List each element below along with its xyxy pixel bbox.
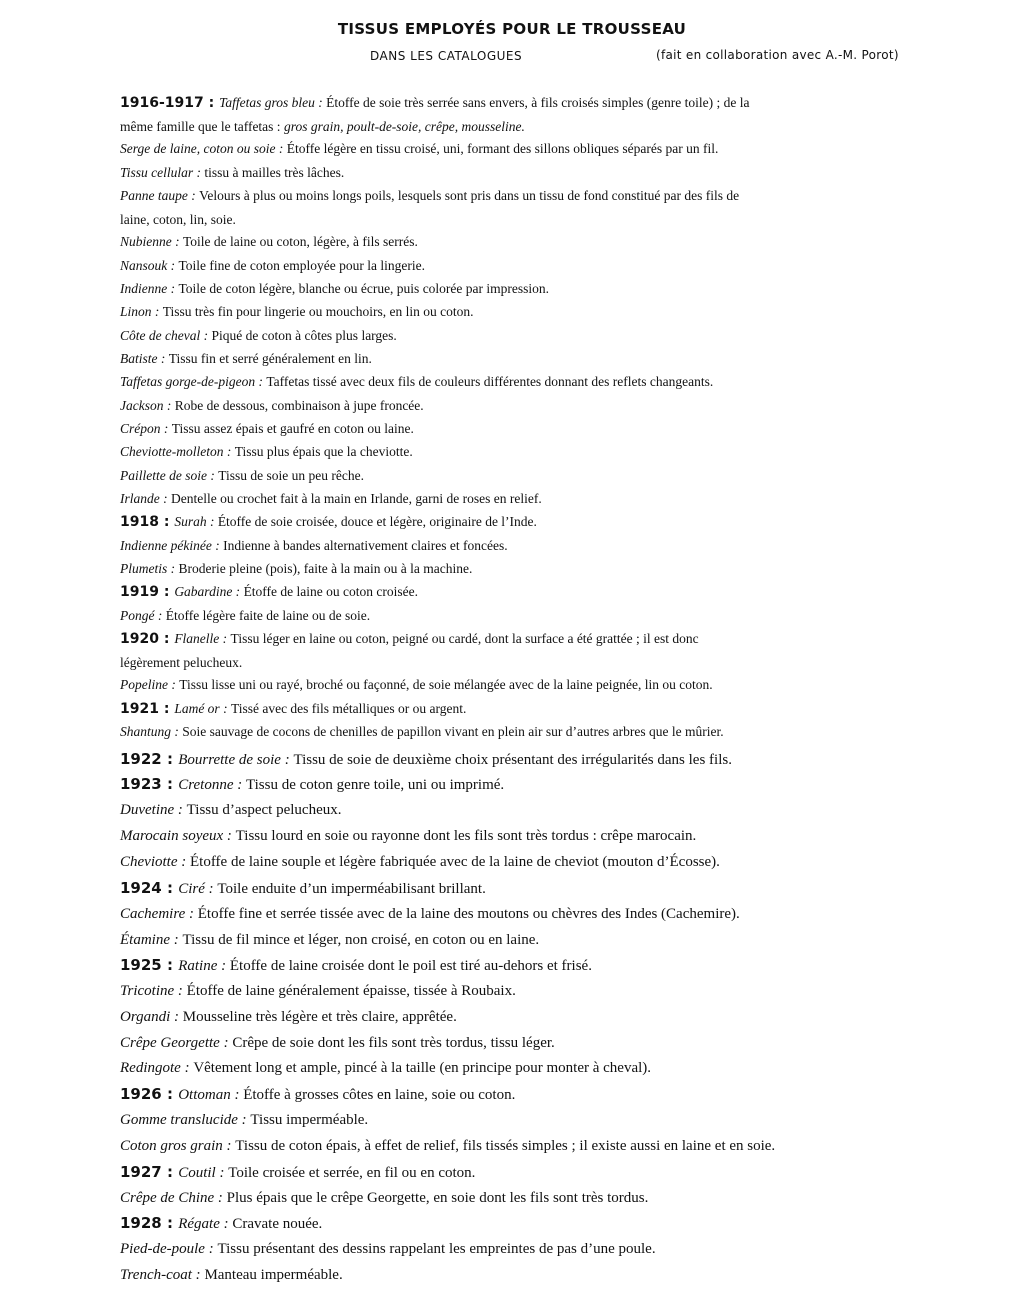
entry-term: Coton gros grain : — [120, 1138, 236, 1154]
entry-definition: Crêpe de soie dont les fils sont très tordus, tissu léger. — [232, 1035, 555, 1051]
entry-term: Indienne : — [120, 281, 179, 296]
entry-year: 1922 : — [120, 750, 179, 768]
glossary-entry — [120, 772, 880, 798]
glossary-entry — [120, 627, 880, 675]
glossary-entry — [120, 1005, 880, 1030]
entry-definition: Étoffe à grosses côtes en laine, soie ou coton. — [243, 1087, 516, 1103]
entry-definition: Tissu assez épais et gaufré en coton ou laine. — [171, 421, 414, 436]
entry-definition-continued: laine, coton, lin, soie. — [120, 212, 236, 227]
entry-year: 1920 : — [120, 631, 175, 647]
entry-definition: Toile croisée et serrée, en fil ou en coton. — [228, 1165, 476, 1181]
glossary-entry — [120, 1160, 880, 1186]
entry-definition: Tissu de coton genre toile, uni ou imprimé. — [245, 777, 505, 793]
entry-definition: Tissu imperméable. — [250, 1112, 369, 1128]
entry-term: Redingote : — [120, 1060, 194, 1076]
glossary-entry — [120, 824, 880, 849]
glossary-entry — [120, 277, 880, 301]
glossary-entry — [120, 1108, 880, 1133]
entry-term: Crépon : — [120, 421, 172, 436]
glossary-entry — [120, 487, 880, 511]
glossary-entry — [120, 184, 880, 232]
entry-term: Taffetas gorge-de-pigeon : — [120, 374, 267, 389]
entry-definition-continued: même famille que le taffetas : — [120, 119, 284, 134]
entry-year: 1926 : — [120, 1085, 179, 1103]
entry-definition: Mousseline très légère et très claire, apprêtée. — [182, 1009, 457, 1025]
entry-definition: Tissu lourd en soie ou rayonne dont les fils sont très tordus : crêpe marocain. — [235, 828, 697, 844]
entry-term: Crêpe de Chine : — [120, 1190, 227, 1206]
entry-definition: Tissu de soie un peu rêche. — [218, 468, 364, 483]
entry-term: Crêpe Georgette : — [120, 1035, 233, 1051]
entry-year: 1925 : — [120, 956, 179, 974]
entry-definition: Manteau imperméable. — [204, 1267, 343, 1283]
entry-definition: Tissu plus épais que la cheviotte. — [234, 444, 413, 459]
glossary-entry — [120, 1237, 880, 1262]
entry-year: 1918 : — [120, 514, 175, 530]
glossary-entry — [120, 347, 880, 371]
entry-term: Linon : — [120, 304, 163, 319]
glossary-entry — [120, 876, 880, 902]
entry-year: 1921 : — [120, 701, 175, 717]
glossary-entry — [120, 370, 880, 394]
glossary-entry — [120, 137, 880, 161]
entry-term: Trench-coat : — [120, 1267, 205, 1283]
glossary-entry — [120, 394, 880, 418]
entry-year: 1927 : — [120, 1163, 179, 1181]
entry-term: Nubienne : — [120, 234, 183, 249]
entry-term: Coutil : — [178, 1165, 229, 1181]
entry-term: Panne taupe : — [120, 188, 200, 203]
entry-definition: Vêtement long et ample, pincé à la taille (en principe pour monter à cheval). — [193, 1060, 652, 1076]
entry-definition: Étoffe de laine ou coton croisée. — [243, 584, 418, 599]
page-subtitle: DANS LES CATALOGUES — [370, 49, 523, 63]
entry-term: Duvetine : — [120, 802, 187, 818]
entry-definition: Étoffe légère en tissu croisé, uni, formant des sillons obliques séparés par un fil. — [286, 141, 719, 156]
entry-term: Organdi : — [120, 1009, 183, 1025]
entry-definition: Tissu fin et serré généralement en lin. — [168, 351, 372, 366]
entry-term: Cachemire : — [120, 906, 198, 922]
glossary-entry — [120, 580, 880, 604]
entry-definition: Plus épais que le crêpe Georgette, en soie dont les fils sont très tordus. — [226, 1190, 649, 1206]
entry-term: Régate : — [178, 1216, 233, 1232]
entry-term: Gabardine : — [174, 584, 244, 599]
entry-definition: Tissé avec des fils métalliques or ou argent. — [230, 701, 467, 716]
entry-definition: Toile enduite d’un imperméabilisant brillant. — [217, 881, 486, 897]
entry-definition: Soie sauvage de cocons de chenilles de papillon vivant en plein air sur d’autres arbres que le mûrier. — [182, 724, 724, 739]
entry-definition: Taffetas tissé avec deux fils de couleurs différentes donnant des reflets changeants. — [266, 374, 714, 389]
entry-term: Lamé or : — [174, 701, 231, 716]
entry-definition: Dentelle ou crochet fait à la main en Irlande, garni de roses en relief. — [171, 491, 542, 506]
entry-term: Étamine : — [120, 932, 183, 948]
entry-definition: Tissu léger en laine ou coton, peigné ou cardé, dont la surface a été grattée ; il est donc — [230, 631, 699, 646]
glossary-entry — [120, 324, 880, 348]
entry-definition: Étoffe de laine généralement épaisse, tissée à Roubaix. — [186, 983, 516, 999]
entry-definition: Toile de coton légère, blanche ou écrue, puis colorée par impression. — [178, 281, 550, 296]
entry-year: 1924 : — [120, 879, 179, 897]
glossary-entry — [120, 254, 880, 278]
entry-term: Shantung : — [120, 724, 183, 739]
entry-term: Irlande : — [120, 491, 171, 506]
entry-term: Batiste : — [120, 351, 169, 366]
glossary-entry — [120, 1211, 880, 1237]
entry-term: Ratine : — [178, 958, 230, 974]
entry-definition: Indienne à bandes alternativement claires et foncées. — [223, 538, 508, 553]
entry-term: Serge de laine, coton ou soie : — [120, 141, 287, 156]
entry-definition: Tissu d’aspect pelucheux. — [186, 802, 342, 818]
glossary-entry — [120, 1186, 880, 1211]
glossary-entry — [120, 534, 880, 558]
glossary-entry — [120, 300, 880, 324]
entry-definition: Toile fine de coton employée pour la lingerie. — [178, 258, 425, 273]
entry-year: 1919 : — [120, 584, 175, 600]
glossary-entry — [120, 720, 880, 744]
glossary-entry — [120, 1056, 880, 1081]
entry-year: 1916-1917 : — [120, 95, 220, 111]
glossary-entry — [120, 902, 880, 927]
entry-definition: Tissu lisse uni ou rayé, broché ou façonné, de soie mélangée avec de la laine peignée, lin ou coton. — [179, 677, 713, 692]
entry-term: Pongé : — [120, 608, 166, 623]
entry-definition: Tissu de soie de deuxième choix présentant des irrégularités dans les fils. — [293, 752, 732, 768]
glossary-entry — [120, 557, 880, 581]
entry-year: 1928 : — [120, 1214, 179, 1232]
glossary-entry — [120, 953, 880, 979]
entry-definition: tissu à mailles très lâches. — [204, 165, 345, 180]
glossary-entry — [120, 417, 880, 441]
page-title: TISSUS EMPLOYÉS POUR LE TROUSSEAU — [337, 20, 687, 38]
entry-definition: Broderie pleine (pois), faite à la main ou à la machine. — [178, 561, 473, 576]
entry-term: Jackson : — [120, 398, 175, 413]
entry-definition: Velours à plus ou moins longs poils, lesquels sont pris dans un tissu de fond constitué par des fils de — [199, 188, 740, 203]
entry-term: Cretonne : — [178, 777, 246, 793]
entry-term: Plumetis : — [120, 561, 179, 576]
entry-definition: Étoffe de laine croisée dont le poil est tiré au-dehors et frisé. — [229, 958, 592, 974]
glossary-entry — [120, 604, 880, 628]
entry-term: Gomme translucide : — [120, 1112, 251, 1128]
entry-definition: Tissu très fin pour lingerie ou mouchoirs, en lin ou coton. — [162, 304, 474, 319]
entry-definition: Étoffe fine et serrée tissée avec de la laine des moutons ou chèvres des Indes (Cachemire). — [197, 906, 740, 922]
entry-term: Pied-de-poule : — [120, 1241, 218, 1257]
glossary-entry — [120, 1263, 880, 1288]
entry-definition: Piqué de coton à côtes plus larges. — [211, 328, 397, 343]
glossary-entry — [120, 91, 880, 139]
entry-term: Marocain soyeux : — [120, 828, 236, 844]
entry-term: Tricotine : — [120, 983, 187, 999]
entry-definition: Tissu présentant des dessins rappelant les empreintes de pas d’une poule. — [217, 1241, 656, 1257]
entry-term: Flanelle : — [174, 631, 231, 646]
entry-term: Cheviotte : — [120, 854, 190, 870]
entry-term: Cheviotte-molleton : — [120, 444, 235, 459]
entry-term: Popeline : — [120, 677, 180, 692]
entry-term: Côte de cheval : — [120, 328, 212, 343]
glossary-entry — [120, 928, 880, 953]
entry-definition: Étoffe légère faite de laine ou de soie. — [165, 608, 371, 623]
entry-term: Paillette de soie : — [120, 468, 219, 483]
entry-year: 1923 : — [120, 775, 179, 793]
credit-note: (fait en collaboration avec A.-M. Porot) — [656, 48, 899, 62]
entry-definition: Robe de dessous, combinaison à jupe froncée. — [174, 398, 424, 413]
glossary-entry — [120, 850, 880, 875]
entry-definition: Tissu de fil mince et léger, non croisé, en coton ou en laine. — [182, 932, 540, 948]
glossary-entry — [120, 673, 880, 697]
entry-term: Ciré : — [178, 881, 218, 897]
glossary-entry — [120, 510, 880, 534]
entry-term: Surah : — [174, 514, 218, 529]
glossary-entry — [120, 464, 880, 488]
glossary-entry — [120, 979, 880, 1004]
glossary-entry — [120, 1031, 880, 1056]
entry-definition: Étoffe de soie croisée, douce et légère, originaire de l’Inde. — [217, 514, 537, 529]
glossary-entry — [120, 440, 880, 464]
glossary-entry — [120, 161, 880, 185]
glossary-entry — [120, 230, 880, 254]
entry-related-fabrics: gros grain, poult-de-soie, crêpe, mousseline. — [283, 119, 525, 134]
entry-definition: Cravate nouée. — [232, 1216, 323, 1232]
entry-term: Indienne pékinée : — [120, 538, 224, 553]
glossary-entry — [120, 1082, 880, 1108]
entry-definition: Étoffe de laine souple et légère fabriquée avec de la laine de cheviot (mouton d’Écosse). — [189, 854, 720, 870]
entry-term: Taffetas gros bleu : — [219, 95, 327, 110]
entry-term: Bourrette de soie : — [178, 752, 294, 768]
entry-definition: Tissu de coton épais, à effet de relief, fils tissés simples ; il existe aussi en laine et en soie. — [235, 1138, 776, 1154]
entry-term: Ottoman : — [178, 1087, 244, 1103]
glossary-entry — [120, 798, 880, 823]
glossary-entry — [120, 747, 880, 773]
entry-definition: Étoffe de soie très serrée sans envers, à fils croisés simples (genre toile) ; de la — [326, 95, 750, 110]
glossary-entry — [120, 1134, 880, 1159]
entry-definition: Toile de laine ou coton, légère, à fils serrés. — [183, 234, 418, 249]
entry-term: Tissu cellular : — [120, 165, 205, 180]
glossary-entry — [120, 697, 880, 721]
entry-term: Nansouk : — [120, 258, 179, 273]
entry-definition-continued: légèrement pelucheux. — [120, 655, 243, 670]
